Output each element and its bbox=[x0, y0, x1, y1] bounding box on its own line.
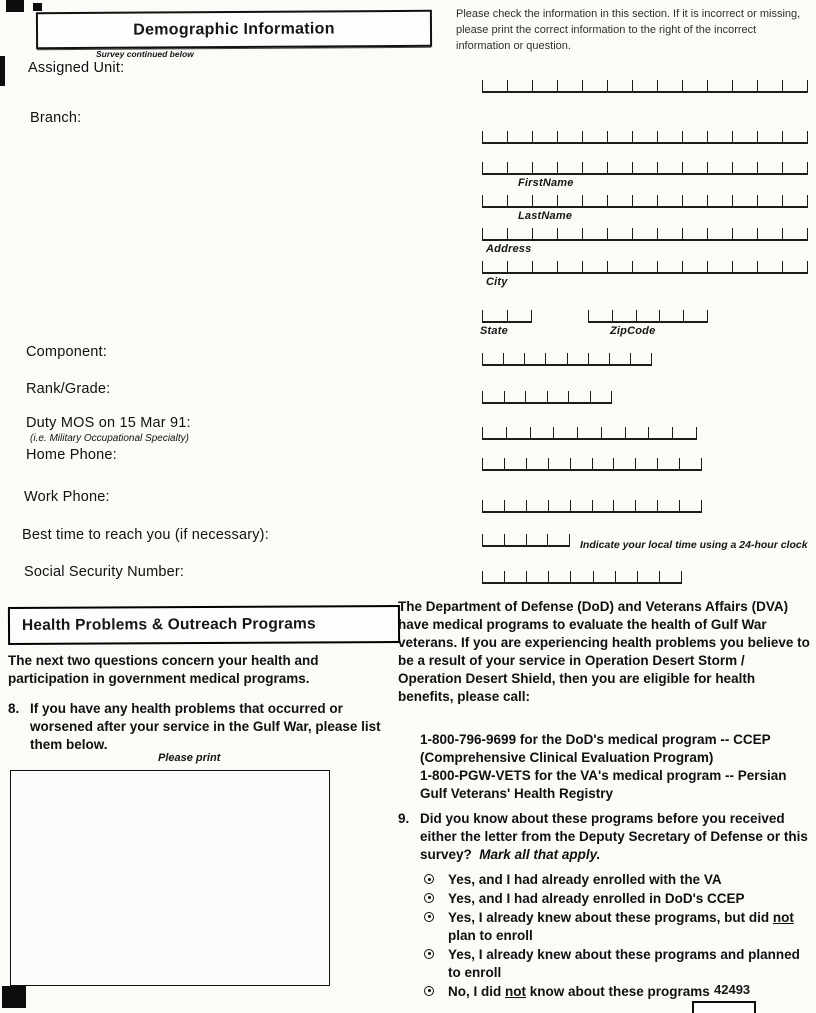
scan-mark-left-edge bbox=[0, 56, 5, 86]
caption-address: Address bbox=[486, 243, 532, 255]
option-text-post: plan to enroll bbox=[448, 927, 533, 943]
scan-mark-top-left bbox=[6, 0, 24, 12]
question-9 bbox=[398, 810, 812, 864]
q8-answer-box[interactable] bbox=[10, 770, 330, 986]
label-ssn: Social Security Number: bbox=[24, 564, 185, 580]
label-component: Component: bbox=[26, 344, 107, 360]
time-format-note: Indicate your local time using a 24-hour clock bbox=[580, 539, 808, 551]
option-knew-planned[interactable] bbox=[422, 946, 814, 982]
question-9-options bbox=[422, 871, 814, 1002]
label-home-phone: Home Phone: bbox=[26, 447, 117, 463]
zipcode-field[interactable] bbox=[588, 310, 708, 323]
dod-phone-line: 1-800-796-9699 for the DoD's medical program -- CCEP (Comprehensive Clinical Evaluation Program) bbox=[420, 732, 771, 765]
option-enrolled-ccep[interactable] bbox=[422, 890, 814, 908]
caption-city: City bbox=[486, 276, 508, 288]
programs-info-paragraph: The Department of Defense (DoD) and Veterans Affairs (DVA) have medical programs to evaluate the health of Gulf War veterans. If you are experiencing health problems you believe to be a result of your service in Operation Desert Storm / Operation Desert Shield, then you are eligible for health benefits, please call: bbox=[398, 599, 810, 704]
radio-icon[interactable] bbox=[424, 986, 434, 996]
form-number: 42493 bbox=[714, 982, 751, 997]
option-text-underlined: not bbox=[772, 909, 794, 925]
component-field[interactable] bbox=[482, 353, 652, 366]
mark-all-that-apply: Mark all that apply. bbox=[479, 846, 601, 862]
correction-instruction: Please check the information in this section. If it is incorrect or missing, please print the correct information to the right of the incorrect information or question. bbox=[456, 8, 801, 52]
survey-continued-note: Survey continued below bbox=[96, 49, 194, 59]
assigned-unit-field[interactable] bbox=[482, 80, 808, 93]
home-phone-field[interactable] bbox=[482, 458, 702, 471]
work-phone-field[interactable] bbox=[482, 500, 702, 513]
option-knew-no-plan[interactable] bbox=[422, 909, 814, 945]
city-field[interactable] bbox=[482, 261, 808, 274]
question-8-number: 8. bbox=[8, 701, 20, 716]
branch-field[interactable] bbox=[482, 131, 808, 144]
rank-grade-field[interactable] bbox=[482, 391, 612, 404]
option-enrolled-va[interactable] bbox=[422, 871, 814, 889]
option-text-underlined: not bbox=[505, 983, 526, 999]
question-9-text: Did you know about these programs before you received either the letter from the Deputy Secretary of Defense or this survey? bbox=[420, 811, 808, 862]
label-best-time: Best time to reach you (if necessary): bbox=[22, 527, 269, 543]
duty-mos-field[interactable] bbox=[482, 427, 697, 440]
radio-icon[interactable] bbox=[424, 893, 434, 903]
option-text: Yes, and I had already enrolled with the VA bbox=[448, 872, 722, 887]
label-rank-grade: Rank/Grade: bbox=[26, 381, 111, 397]
health-section-title-box bbox=[8, 605, 400, 645]
radio-icon[interactable] bbox=[424, 949, 434, 959]
label-branch: Branch: bbox=[30, 110, 82, 126]
option-text: No, I did bbox=[448, 983, 505, 999]
label-duty-mos: Duty MOS on 15 Mar 91: bbox=[26, 415, 191, 431]
radio-icon[interactable] bbox=[424, 874, 434, 884]
label-assigned-unit: Assigned Unit: bbox=[28, 60, 125, 76]
caption-zipcode: ZipCode bbox=[610, 325, 656, 337]
label-work-phone: Work Phone: bbox=[24, 489, 110, 505]
option-text-post: know about these programs bbox=[526, 983, 710, 999]
question-9-number: 9. bbox=[398, 811, 410, 826]
ssn-field[interactable] bbox=[482, 571, 682, 584]
question-9-text-wrap bbox=[420, 810, 812, 864]
scan-mark-bottom-left bbox=[2, 986, 26, 1008]
radio-icon[interactable] bbox=[424, 912, 434, 922]
option-did-not-know[interactable] bbox=[422, 983, 814, 1001]
question-8-text: If you have any health problems that occurred or worsened after your service in the Gulf War, please list them below. bbox=[30, 701, 381, 752]
scan-mark-top-left-2 bbox=[33, 3, 42, 11]
question-8 bbox=[8, 700, 400, 754]
va-phone-line: 1-800-PGW-VETS for the VA's medical program -- Persian Gulf Veterans' Health Registry bbox=[420, 767, 787, 801]
option-text: Yes, and I had already enrolled in DoD's CCEP bbox=[448, 890, 745, 906]
demographic-section-title: Demographic Information bbox=[133, 19, 335, 39]
label-duty-mos-sub: (i.e. Military Occupational Specialty) bbox=[30, 433, 189, 444]
health-section-title: Health Problems & Outreach Programs bbox=[21, 615, 316, 634]
first-name-field[interactable] bbox=[482, 162, 808, 175]
health-intro-text: The next two questions concern your health and participation in government medical programs. bbox=[8, 653, 319, 686]
program-phone-numbers bbox=[420, 731, 812, 803]
please-print-note: Please print bbox=[158, 752, 221, 764]
option-text: Yes, I already knew about these programs and planned to enroll bbox=[448, 946, 800, 980]
address-field[interactable] bbox=[482, 228, 808, 241]
best-time-field[interactable] bbox=[482, 534, 570, 547]
last-name-field[interactable] bbox=[482, 195, 808, 208]
bottom-right-box bbox=[692, 1001, 756, 1013]
state-field[interactable] bbox=[482, 310, 532, 323]
caption-first-name: FirstName bbox=[518, 177, 574, 189]
caption-last-name: LastName bbox=[518, 210, 573, 222]
caption-state: State bbox=[480, 325, 508, 337]
demographic-section-title-box bbox=[36, 10, 432, 49]
option-text: Yes, I already knew about these programs, but did bbox=[448, 909, 773, 925]
